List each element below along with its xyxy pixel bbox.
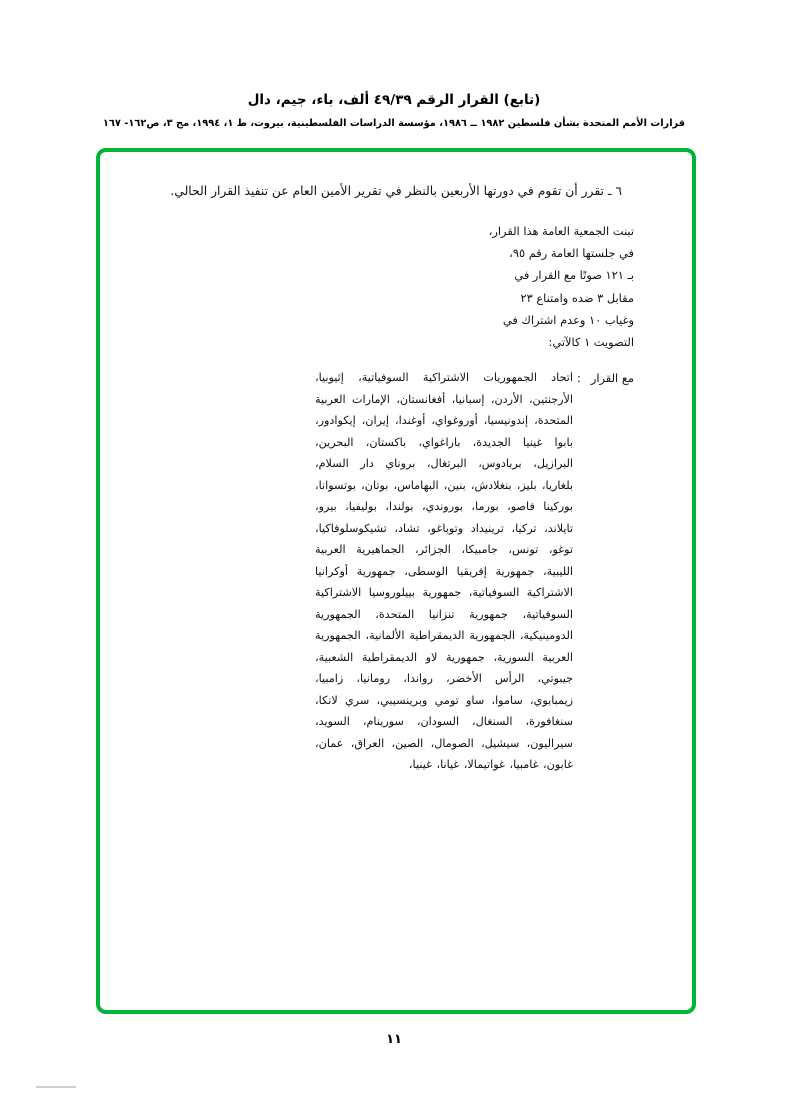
votes-in-favour-colon: : xyxy=(577,371,581,386)
vote-summary-block xyxy=(374,220,634,353)
content-frame xyxy=(96,148,696,1014)
page-source-line: قرارات الأمم المتحدة بشأن فلسطين ١٩٨٢ ــ ١٩٨٦، مؤسسة الدراسات الفلسطينية، بيروت، ط ١، ١٩٩٤، مج ٣، ص١٦٢- ١٦٧ xyxy=(102,118,686,130)
vote-line: وغياب ١٠ وعدم اشتراك في xyxy=(502,312,634,327)
votes-in-favour-country-list: اتحاد الجمهوريات الاشتراكية السوفياتية، إثيوبيا، الأرجنتين، الأردن، إسبانيا، أفغانستان، الإمارات العربية المتحدة، إندونيسيا، أوروغواي، أوغندا، إيران، إيكوادور، بابوا غينيا الجديدة، باراغواي، باكستان، البحرين، البرازيل، بربادوس، البرتغال، بروناي دار السلام، بلغاريا، بليز، بنغلادش، بنين، البهاماس، بوتان، بوتسوانا، بوركينا فاصو، بورما، بوروندي، بولندا، بوليفيا، بيرو، تايلاند، تركيا، ترينيداد وتوباغو، تشاد، تشيكوسلوفاكيا، توغو، تونس، جامبيكا، الجزائر، الجماهيرية العربية الليبية، جمهورية إفريقيا الوسطى، جمهورية أوكرانيا الاشتراكية السوفياتية، جمهورية بييلوروسيا الاشتراكية السوفياتية، جمهورية تنزانيا المتحدة، الجمهورية الدومينيكية، الجمهورية الديمقراطية الألمانية، الجمهورية العربية السورية، جمهورية لاو الديمقراطية الشعبية، جيبوتي، الرأس الأخضر، رواندا، رومانيا، زامبيا، زيمبابوي، ساموا، ساو تومي وبرينسيبي، سري لانكا، سنغافورة، السنغال، السودان، سورينام، السويد، سيراليون، سيشيل، الصومال، الصين، العراق، عمان، غابون، غامبيا، غواتيمالا، غيانا، غينيا، xyxy=(315,371,574,772)
vote-line: تبنت الجمعية العامة هذا القرار، xyxy=(488,223,634,238)
vote-line: بـ ١٢١ صوتًا مع القرار في xyxy=(514,268,634,283)
vote-line: في جلستها العامة رقم ٩٥، xyxy=(509,246,634,261)
page-header xyxy=(0,90,788,132)
scan-edge-mark xyxy=(36,1086,76,1088)
document-body xyxy=(158,180,634,776)
paragraph-6: ٦ ـ تقرر أن تقوم في دورتها الأربعين بالنظر في تقرير الأمين العام عن تنفيذ القرار الحالي. xyxy=(170,184,622,198)
page-number: ١١ xyxy=(386,1032,402,1047)
vote-line: مقابل ٣ ضده وامتناع ٢٣ xyxy=(520,290,634,305)
vote-line: التصويت ١ كالآتي: xyxy=(548,335,634,350)
votes-in-favour-label: مع القرار xyxy=(590,371,634,386)
votes-in-favour-block xyxy=(158,367,634,776)
page-title: (تابع) القرار الرقم ٤٩/٣٩ ألف، باء، جيم، دال xyxy=(247,92,541,108)
vote-summary-lines xyxy=(374,220,634,353)
